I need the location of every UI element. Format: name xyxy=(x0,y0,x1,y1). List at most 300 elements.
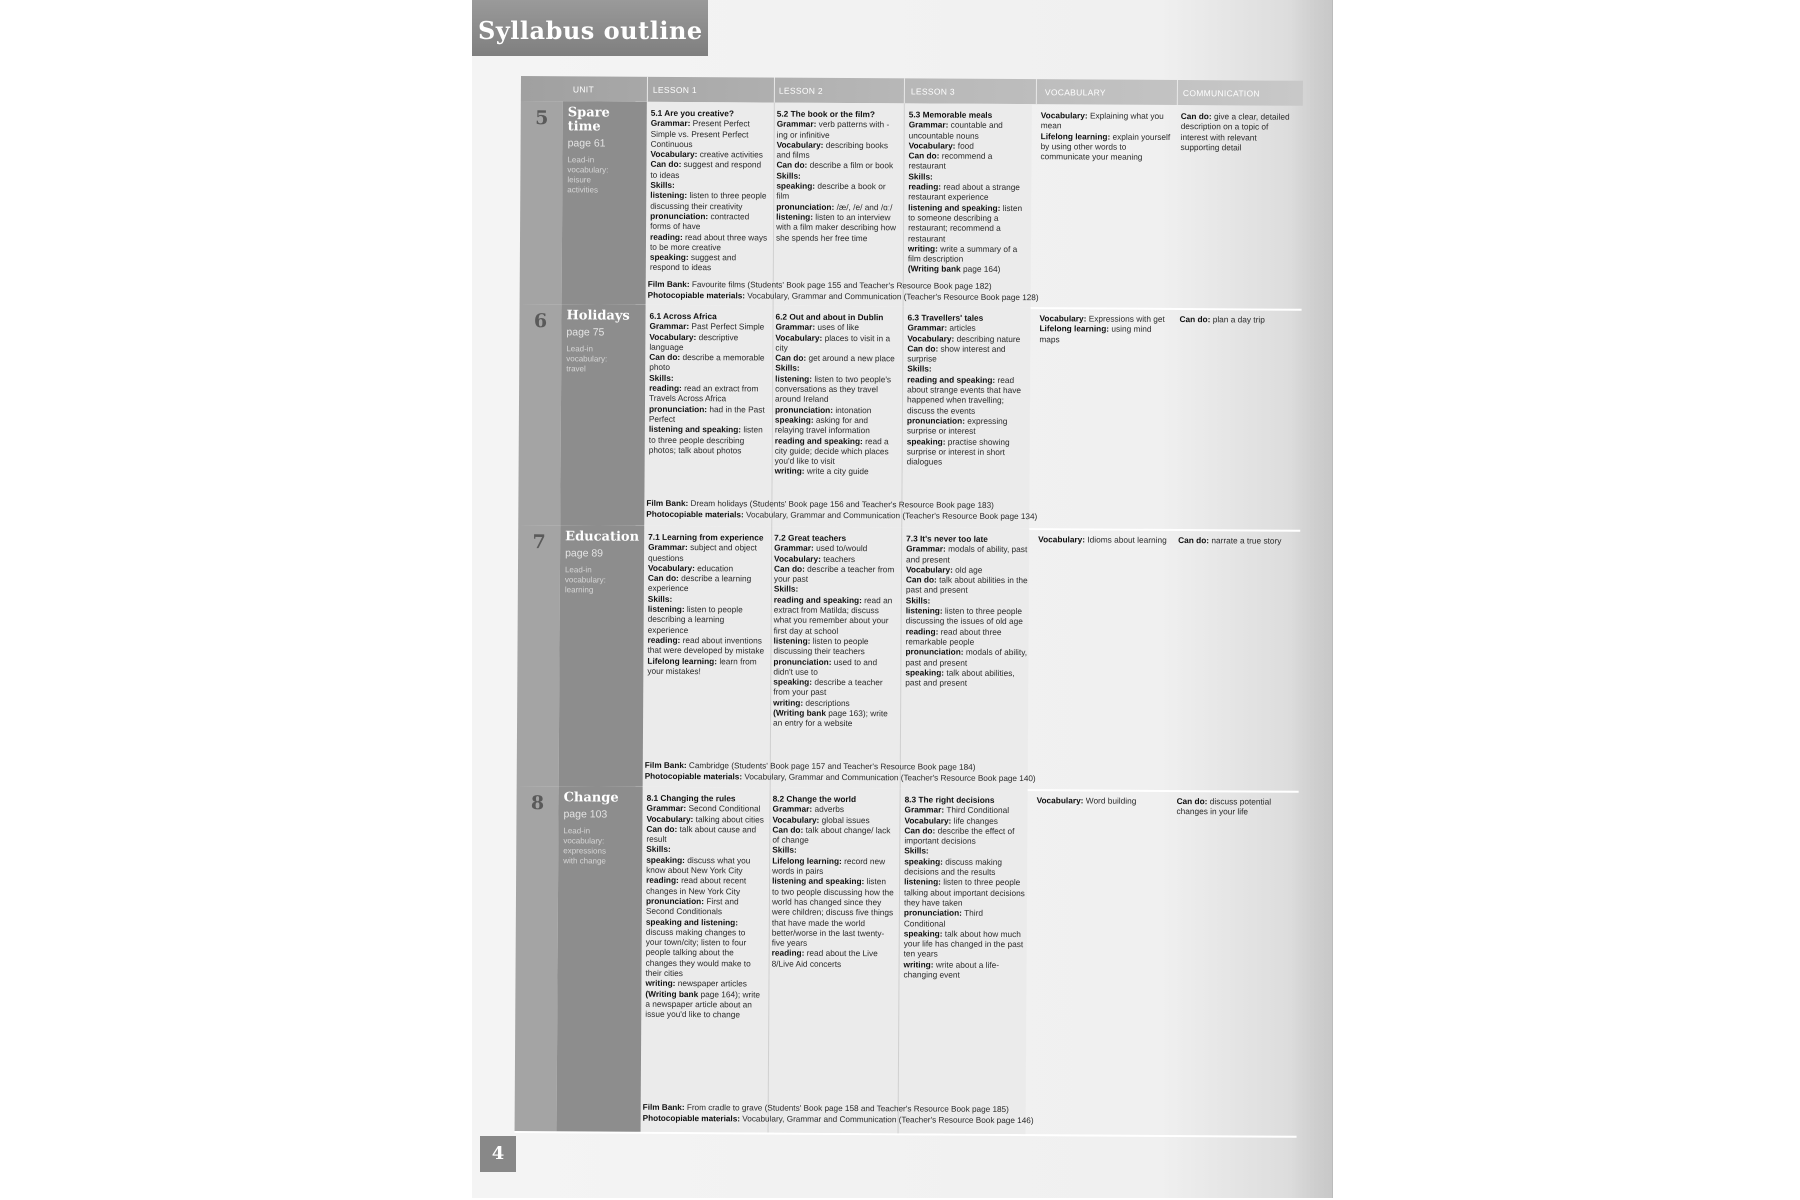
communication-line-text: narrate a true story xyxy=(1209,535,1282,546)
lesson-line-key: Grammar: xyxy=(904,804,945,815)
lesson-line-text: talk about change/ lack of change xyxy=(772,824,891,845)
lesson-line xyxy=(908,202,1030,244)
lesson-line xyxy=(648,573,766,594)
lesson-line-text: describing books and films xyxy=(776,139,889,160)
lesson-line xyxy=(904,805,1026,816)
lesson-line-key: (Writing bank xyxy=(645,988,699,999)
cell-lesson1 xyxy=(647,532,770,677)
unit-leadin xyxy=(565,565,640,595)
cell-vocabulary xyxy=(1040,110,1176,162)
lesson-line-key: Skills: xyxy=(904,845,929,856)
header-divider xyxy=(1177,80,1178,105)
lesson-line xyxy=(647,655,765,676)
unit-number: 6 xyxy=(518,304,561,525)
lesson-line-key: reading: xyxy=(908,181,942,192)
lesson-line-text: read a city guide; decide which places you'd like to visit xyxy=(774,435,889,467)
lesson-line-key: speaking: xyxy=(773,676,813,687)
unit-page-ref: page 103 xyxy=(563,808,608,821)
lesson-line-key: Vocabulary: xyxy=(646,813,694,824)
cell-lesson1 xyxy=(645,793,768,1020)
unit-title-line1: Change xyxy=(563,790,619,806)
unit-title xyxy=(565,530,640,544)
vocabulary-line-text: Explaining what you mean xyxy=(1040,110,1164,131)
lesson-line-key: Vocabulary: xyxy=(908,140,956,151)
lesson-line-text: expressing surprise or interest xyxy=(906,415,1008,437)
lesson-line-key: Vocabulary: xyxy=(904,814,952,826)
lesson-line xyxy=(772,855,894,876)
lesson-line-text: read about the Live 8/Live Aid concerts xyxy=(771,948,878,969)
lesson-line-key: Vocabulary: xyxy=(775,332,823,343)
lesson-line-text: global issues xyxy=(819,814,870,825)
lesson-line-key: Can do: xyxy=(647,572,679,584)
lesson-line-key: Lifelong learning: xyxy=(647,655,718,666)
photocopiable-materials-key: Photocopiable materials: xyxy=(647,290,746,300)
leadin-line: Lead-in xyxy=(567,155,595,165)
leadin-line: learning xyxy=(564,585,594,595)
lesson-title: 6.2 Out and about in Dublin xyxy=(775,311,884,323)
unit-title xyxy=(568,106,643,134)
lesson-line-key: Grammar: xyxy=(775,321,816,333)
lesson-line xyxy=(776,139,898,160)
cell-lesson3 xyxy=(908,109,1035,275)
unit-title-line1: Holidays xyxy=(566,308,630,324)
header-lesson3: LESSON 3 xyxy=(910,86,955,97)
lesson-line xyxy=(904,908,1026,929)
unit-title-line1: Spare xyxy=(567,105,610,121)
lesson-line-text: life changes xyxy=(951,815,998,826)
lesson-line-text: listen to three people talking about important decisions they have taken xyxy=(903,876,1025,908)
lesson-line-key: Can do: xyxy=(773,563,805,574)
lesson-line-text: read about three ways to be more creative xyxy=(649,231,768,253)
lesson-line-text: suggest and respond to ideas xyxy=(649,252,737,273)
lesson-line-text: write a city guide xyxy=(804,466,869,477)
lesson-line xyxy=(649,373,767,384)
photocopiable-materials-key: Photocopiable materials: xyxy=(646,509,744,519)
lesson-line-key: Can do: xyxy=(646,823,678,834)
lesson-line xyxy=(645,916,763,979)
cell-vocabulary xyxy=(1038,534,1174,545)
lesson-line-text: discuss what you know about New York City xyxy=(646,854,751,876)
lesson-line-text: listen to three people discussing their creativity xyxy=(650,190,767,212)
lesson-line xyxy=(907,374,1029,416)
communication-line-text: give a clear, detailed description on a topic of interest with relevant supporting detail xyxy=(1180,111,1290,153)
lesson-line-text: modals of ability, past and present xyxy=(906,543,1028,565)
lesson-line-key: Can do: xyxy=(776,160,808,171)
lesson-line-text: listen to two people discussing how the world has changed since they were children; discuss five things that have made the world better/worse in the last twenty-five years xyxy=(771,876,894,948)
lesson-line xyxy=(650,211,768,232)
lesson-line-key: Can do: xyxy=(907,343,939,354)
unit-leadin xyxy=(567,155,642,195)
lesson-line-key: Skills: xyxy=(775,363,800,374)
lesson-line xyxy=(649,403,767,424)
lesson-line xyxy=(907,415,1029,436)
lesson-title: 7.3 It's never too late xyxy=(906,533,988,544)
vocabulary-line-key: Lifelong learning: xyxy=(1040,130,1111,142)
lesson-line xyxy=(645,978,763,989)
lesson-line-text: write a summary of a film description xyxy=(907,243,1018,264)
lesson-line-key: Grammar: xyxy=(772,803,813,815)
lesson-line-text: modals of ability, past and present xyxy=(905,646,1028,668)
lesson-line-text: intonation xyxy=(833,404,872,415)
header-divider xyxy=(1036,79,1037,104)
lesson-line-text: Third Conditional xyxy=(903,907,984,929)
lesson-line-key: Vocabulary: xyxy=(774,553,821,564)
lesson-line xyxy=(650,190,768,211)
lesson-line-text: show interest and surprise xyxy=(907,343,1006,364)
lesson-line xyxy=(773,656,895,677)
cell-lesson2 xyxy=(772,794,899,970)
unit-footer xyxy=(648,280,1296,305)
leadin-line: travel xyxy=(566,364,586,374)
lesson-line xyxy=(775,415,897,436)
lesson-line xyxy=(646,813,764,824)
vocabulary-line xyxy=(1037,795,1169,806)
lesson-line xyxy=(907,323,1029,334)
lesson-line xyxy=(906,595,1028,606)
vocabulary-line-text: Expressions with get xyxy=(1086,313,1165,324)
cell-communication xyxy=(1176,796,1294,817)
lesson-line-text: talking about cities xyxy=(693,813,764,825)
communication-line-key: Can do: xyxy=(1178,535,1210,546)
lesson-line xyxy=(906,544,1028,565)
lesson-line-key: pronunciation: xyxy=(776,201,835,212)
lesson-line-key: writing: xyxy=(774,466,805,477)
lesson-line-text: Present Perfect Simple vs. Present Perfect Continuous xyxy=(650,118,750,149)
unit-footer xyxy=(643,1103,1291,1128)
unit-info xyxy=(560,304,645,526)
unit-row-6 xyxy=(518,304,1301,532)
lesson-line xyxy=(908,171,1030,182)
lesson-line-key: Vocabulary: xyxy=(907,332,955,344)
lesson-line-text: creative activities xyxy=(697,149,763,160)
lesson-line-text: describing nature xyxy=(954,333,1021,344)
header-divider xyxy=(904,78,905,103)
lesson-title: 7.2 Great teachers xyxy=(774,532,847,543)
lesson-line-key: reading and speaking: xyxy=(774,435,863,446)
lesson-line-key: Can do: xyxy=(908,150,940,161)
lesson-title: 5.3 Memorable meals xyxy=(908,109,993,120)
lesson-line-key: Grammar: xyxy=(646,803,687,814)
photocopiable-materials-text: Vocabulary, Grammar and Communication (Teacher's Resource Book page 128) xyxy=(745,290,1039,302)
lesson-line-key: Grammar: xyxy=(906,543,946,554)
communication-line-text: plan a day trip xyxy=(1210,314,1265,325)
lesson-line-text: get around a new place xyxy=(806,352,895,364)
lesson-line-key: pronunciation: xyxy=(645,895,705,907)
lesson-line xyxy=(906,605,1028,626)
vocabulary-line-key: Vocabulary: xyxy=(1040,110,1088,121)
lesson-line xyxy=(650,180,768,191)
lesson-line-key: listening: xyxy=(647,603,685,615)
lesson-line xyxy=(904,856,1026,877)
lesson-line-text: listen to people describing a learning experience xyxy=(647,604,743,635)
lesson-line-text: newspaper articles xyxy=(675,978,747,989)
lesson-line-text: read an extract from Matilda; discuss what you remember about your first day at school xyxy=(773,594,893,636)
lesson-line-text: verb patterns with -ing or infinitive xyxy=(776,119,890,140)
photocopiable-materials-text: Vocabulary, Grammar and Communication (Teacher's Resource Book page 134) xyxy=(743,509,1038,521)
lesson-line-text: learn from your mistakes! xyxy=(647,655,757,676)
lesson-line xyxy=(651,118,769,150)
lesson-line-text: contracted forms of have xyxy=(650,211,750,232)
lesson-line xyxy=(773,677,895,698)
lesson-line xyxy=(775,332,897,353)
vocabulary-line xyxy=(1040,131,1172,163)
lesson-line-key: reading and speaking: xyxy=(773,594,862,605)
lesson-line xyxy=(904,928,1026,960)
lesson-line xyxy=(649,424,767,456)
lesson-line xyxy=(904,825,1026,846)
lesson-line xyxy=(908,243,1030,264)
vocabulary-line-key: Vocabulary: xyxy=(1038,534,1086,545)
lesson-line xyxy=(905,647,1027,668)
lesson-line xyxy=(777,119,899,140)
lesson-line-text: food xyxy=(955,140,974,151)
header-lesson2: LESSON 2 xyxy=(778,85,823,96)
film-bank-key: Film Bank: xyxy=(646,498,689,509)
lesson-line-text: First and Second Conditionals xyxy=(645,896,739,917)
unit-title xyxy=(566,309,641,323)
lesson-line-key: Can do: xyxy=(775,352,807,363)
cell-lesson1 xyxy=(650,108,773,273)
page-number: 4 xyxy=(480,1136,516,1172)
lesson-line-text: asking for and relaying travel information xyxy=(774,414,870,436)
lesson-line xyxy=(773,697,895,708)
header-divider xyxy=(774,78,775,103)
lesson-line-key: Skills: xyxy=(646,844,671,855)
lesson-line xyxy=(772,804,894,815)
lesson-line xyxy=(649,321,767,332)
lesson-line xyxy=(646,875,764,896)
lesson-line-text: suggest and respond to ideas xyxy=(650,159,762,180)
photocopiable-materials-key: Photocopiable materials: xyxy=(642,1113,741,1123)
film-bank-key: Film Bank: xyxy=(642,1102,685,1113)
lesson-line xyxy=(649,331,767,352)
vocabulary-line xyxy=(1039,323,1171,344)
lesson-line-text: listen to three people describing photos; talk about photos xyxy=(648,424,763,456)
lesson-line-key: Vocabulary: xyxy=(772,814,820,825)
lesson-line-key: pronunciation: xyxy=(906,415,966,426)
unit-leadin xyxy=(566,344,641,374)
leadin-line: leisure xyxy=(567,175,591,185)
lesson-line xyxy=(649,383,767,404)
photocopiable-materials-text: Vocabulary, Grammar and Communication (Teacher's Resource Book page 146) xyxy=(739,1113,1034,1125)
cell-communication xyxy=(1178,535,1296,546)
unit-title-line1: Education xyxy=(565,529,640,545)
leadin-line: activities xyxy=(567,185,599,195)
lesson-line-text: read about three remarkable people xyxy=(905,626,1002,647)
lesson-line xyxy=(650,252,768,273)
lesson-line-text: read about recent changes in New York City xyxy=(645,875,747,897)
lesson-line xyxy=(774,584,896,595)
unit-page-ref: page 89 xyxy=(565,547,604,560)
lesson-line xyxy=(903,959,1025,980)
lesson-line xyxy=(908,181,1030,202)
lesson-title: 6.1 Across Africa xyxy=(649,310,717,322)
lesson-line-text: recommend a restaurant xyxy=(908,150,993,172)
lesson-line-key: writing: xyxy=(645,978,676,989)
unit-footer xyxy=(645,761,1293,786)
lesson-line-key: pronunciation: xyxy=(905,646,964,657)
lesson-line-key: Vocabulary: xyxy=(649,331,697,342)
lesson-line xyxy=(646,824,764,845)
lesson-line-text: descriptions xyxy=(803,697,850,708)
film-bank-text: Dream holidays (Students' Book page 156 and Teacher's Resource Book page 183) xyxy=(688,499,994,510)
lesson-line-key: speaking: xyxy=(903,928,943,939)
unit-info xyxy=(562,101,647,305)
lesson-line-text: listen to an interview with a film maker describing how she spends her free time xyxy=(775,211,897,243)
vocabulary-line-key: Lifelong learning: xyxy=(1039,323,1110,334)
lesson-line-key: reading: xyxy=(649,382,682,394)
lesson-line xyxy=(774,543,896,554)
communication-line xyxy=(1181,111,1295,153)
lesson-line-key: pronunciation: xyxy=(773,656,832,667)
lesson-line-key: speaking and listening: xyxy=(645,916,739,927)
communication-line xyxy=(1179,314,1293,325)
vocabulary-line-text: using mind maps xyxy=(1039,323,1152,344)
lesson-title: 6.3 Travellers' tales xyxy=(907,312,984,323)
film-bank-text: Favourite films (Students' Book page 155 and Teacher's Resource Book page 182) xyxy=(689,280,992,291)
cell-lesson3 xyxy=(903,794,1030,980)
lesson-line xyxy=(646,803,764,814)
lesson-line-key: listening: xyxy=(905,605,943,616)
lesson-line xyxy=(646,855,764,876)
lesson-line xyxy=(774,594,896,636)
unit-row-5 xyxy=(520,101,1303,311)
lesson-line-key: reading: xyxy=(646,875,679,886)
lesson-line-text: teachers xyxy=(820,553,856,564)
lesson-line xyxy=(648,563,766,574)
lesson-line-text: subject and object questions xyxy=(648,542,758,563)
lesson-line xyxy=(904,846,1026,857)
lesson-line-key: Can do: xyxy=(650,159,682,170)
lesson-line xyxy=(649,352,767,373)
lesson-line-text: education xyxy=(694,562,734,574)
lesson-line xyxy=(775,435,897,467)
lesson-line-text: had in the Past Perfect xyxy=(648,403,765,424)
lesson-line xyxy=(906,626,1028,647)
communication-line xyxy=(1176,796,1290,817)
lesson-line-text: old age xyxy=(952,564,983,575)
lesson-line xyxy=(647,635,765,656)
cell-lesson3 xyxy=(907,312,1034,467)
vocabulary-line xyxy=(1041,110,1173,131)
lesson-line-text: read an extract from Travels Across Africa xyxy=(649,383,759,404)
lesson-line-key: listening and speaking: xyxy=(648,424,742,435)
lesson-line-text: page 164) xyxy=(960,264,1001,275)
lesson-line xyxy=(904,815,1026,826)
lesson-line-text: describe a book or film xyxy=(776,180,886,202)
lesson-line xyxy=(906,575,1028,596)
header-communication: COMMUNICATION xyxy=(1182,88,1260,99)
lesson-line-key: Lifelong learning: xyxy=(772,855,842,866)
lesson-line xyxy=(650,149,768,160)
lesson-line xyxy=(775,373,897,405)
lesson-line-key: Grammar: xyxy=(650,118,691,129)
leadin-line: vocabulary: xyxy=(564,575,606,585)
lesson-line-key: listening: xyxy=(776,211,814,222)
header-lesson1: LESSON 1 xyxy=(652,84,697,96)
lesson-line-key: writing: xyxy=(773,697,804,708)
lesson-line-text: read about a strange restaurant experience xyxy=(908,181,1020,203)
lesson-line xyxy=(776,181,898,202)
lesson-title: 8.1 Changing the rules xyxy=(646,792,736,804)
lesson-line-key: Skills: xyxy=(772,845,797,856)
lesson-title: 5.1 Are you creative? xyxy=(650,107,734,119)
lesson-line xyxy=(775,322,897,333)
film-bank-text: From cradle to grave (Students' Book page 158 and Teacher's Resource Book page 185) xyxy=(684,1103,1009,1114)
unit-title xyxy=(564,791,639,805)
lesson-title: 8.2 Change the world xyxy=(772,793,857,805)
lesson-line xyxy=(650,231,768,252)
lesson-line-key: listening: xyxy=(775,373,813,384)
lesson-line-key: listening: xyxy=(650,190,688,201)
vocabulary-line-key: Vocabulary: xyxy=(1039,313,1087,324)
lesson-line-text: practise showing surprise or interest in short dialogues xyxy=(906,436,1010,467)
lesson-line-key: speaking: xyxy=(905,667,945,678)
lesson-line-text: Past Perfect Simple xyxy=(689,321,765,332)
lesson-line-text: record new words in pairs xyxy=(772,855,886,876)
lesson-line-key: speaking: xyxy=(776,180,816,191)
lesson-line xyxy=(648,594,766,605)
lesson-line-key: Grammar: xyxy=(649,321,690,332)
lesson-line-text: discuss making decisions and the results xyxy=(904,856,1003,877)
lesson-line-text: descriptive language xyxy=(649,331,739,352)
leadin-line: Lead-in xyxy=(566,344,594,354)
lesson-line xyxy=(906,564,1028,575)
communication-line-key: Can do: xyxy=(1179,314,1211,325)
lesson-line xyxy=(774,563,896,584)
lesson-line-key: Can do: xyxy=(649,351,681,363)
lesson-line-key: speaking: xyxy=(774,414,814,425)
lesson-line xyxy=(776,170,898,181)
lesson-line-key: speaking: xyxy=(649,251,689,263)
cell-lesson1 xyxy=(649,311,772,456)
unit-row-7 xyxy=(517,525,1301,793)
lesson-line-key: Skills: xyxy=(908,171,933,182)
lesson-line-key: pronunciation: xyxy=(648,403,708,414)
unit-number: 5 xyxy=(520,101,563,304)
cell-lesson2 xyxy=(773,533,900,729)
vocabulary-line xyxy=(1038,534,1170,545)
lesson-line-text: discuss making changes to your town/city; listen to four people talking about the changes they would make to their cities xyxy=(645,926,751,979)
lesson-line xyxy=(774,553,896,564)
unit-row-8 xyxy=(515,786,1299,1138)
lesson-line-key: pronunciation: xyxy=(903,907,963,918)
lesson-line-text: describe the effect of important decisions xyxy=(904,825,1015,846)
leadin-line: vocabulary: xyxy=(567,165,609,175)
leadin-line: with change xyxy=(563,856,606,866)
vocabulary-line-text: explain yourself by using other words to communicate your meaning xyxy=(1040,131,1171,162)
lesson-line xyxy=(650,159,768,180)
communication-line-key: Can do: xyxy=(1180,111,1212,122)
lesson-line-text: talk about cause and result xyxy=(646,823,757,845)
leadin-line: expressions xyxy=(563,846,606,856)
lesson-line-key: speaking: xyxy=(904,856,943,867)
lesson-line-text: talk about abilities, past and present xyxy=(905,667,1015,688)
lesson-line xyxy=(908,151,1030,172)
lesson-line-key: listening: xyxy=(773,635,811,646)
vocabulary-line-text: Idioms about learning xyxy=(1085,534,1167,545)
lesson-line xyxy=(907,333,1029,344)
header-unit: UNIT xyxy=(572,84,594,95)
lesson-line-key: Grammar: xyxy=(648,542,688,553)
unit-number: 8 xyxy=(515,786,559,1131)
lesson-line xyxy=(773,636,895,657)
lesson-line-text: page 163); write an entry for a website xyxy=(773,707,888,729)
lesson-line-key: (Writing bank xyxy=(773,707,827,718)
page-title: Syllabus outline xyxy=(478,16,703,45)
unit-number: 7 xyxy=(517,525,561,786)
lesson-line xyxy=(773,708,895,729)
